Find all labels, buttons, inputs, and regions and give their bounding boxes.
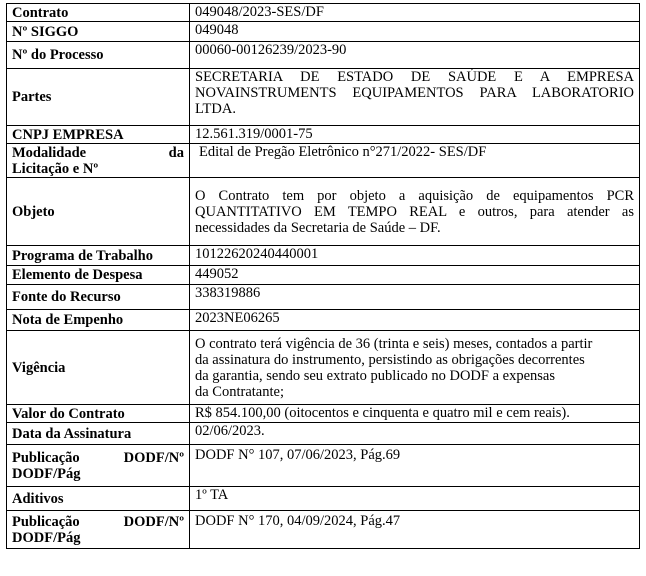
table-row: [7, 285, 640, 310]
row-value: SECRETARIA DE ESTADO DE SAÚDE E A EMPRESA NOVAINSTRUMENTS EQUIPAMENTOS PARA LABORATORIO LTDA.: [190, 69, 640, 126]
table-row: [7, 511, 640, 549]
table-row: [7, 246, 640, 266]
table-row: [7, 266, 640, 285]
contract-table: [6, 3, 640, 549]
row-label: Valor do Contrato: [7, 405, 190, 423]
row-label: Contrato: [7, 4, 190, 22]
row-value: 049048: [190, 22, 640, 42]
table-row: [7, 445, 640, 487]
row-value: 2023NE06265: [190, 310, 640, 331]
label-part: da: [168, 144, 184, 161]
row-value: R$ 854.100,00 (oitocentos e cinquenta e quatro mil e cem reais).: [190, 405, 640, 423]
row-value: 02/06/2023.: [190, 423, 640, 445]
label-part: DODF/Pág: [12, 465, 81, 482]
row-value: O Contrato tem por objeto a aquisição de equipamentos PCR QUANTITATIVO EM TEMPO REAL e outros, para atender as necessidades da Secretaria de Saúde – DF.: [190, 178, 640, 246]
vigencia-line: da garantia, sendo seu extrato publicado no DODF a expensas: [195, 367, 555, 384]
row-label-multiline: [7, 511, 190, 549]
row-value: [190, 331, 640, 405]
row-value: DODF N° 107, 07/06/2023, Pág.69: [190, 445, 640, 487]
table-row: [7, 126, 640, 144]
row-label: Aditivos: [7, 487, 190, 511]
vigencia-line: da Contratante;: [195, 383, 284, 400]
row-label-multiline: [7, 445, 190, 487]
row-label: Programa de Trabalho: [7, 246, 190, 266]
row-label: Vigência: [7, 331, 190, 405]
label-part: Licitação e Nº: [12, 160, 99, 177]
row-label: Nº do Processo: [7, 42, 190, 69]
table-row: [7, 69, 640, 126]
row-label: Objeto: [7, 178, 190, 246]
row-label: Fonte do Recurso: [7, 285, 190, 310]
row-label: Nº SIGGO: [7, 22, 190, 42]
vigencia-line: O contrato terá vigência de 36 (trinta e seis) meses, contados a partir: [195, 335, 593, 352]
table-row: [7, 4, 640, 22]
row-value: 12.561.319/0001-75: [190, 126, 640, 144]
label-part: DODF/Pág: [12, 529, 81, 546]
table-row: [7, 331, 640, 405]
label-part: Modalidade: [12, 144, 87, 161]
label-part: DODF/Nº: [123, 449, 184, 466]
row-value: [190, 144, 640, 178]
table-row: [7, 144, 640, 178]
row-value: 449052: [190, 266, 640, 285]
row-label: Partes: [7, 69, 190, 126]
table-row: [7, 178, 640, 246]
table-row: [7, 42, 640, 69]
row-value: 10122620240440001: [190, 246, 640, 266]
row-label: Elemento de Despesa: [7, 266, 190, 285]
table-row: [7, 22, 640, 42]
row-label: Data da Assinatura: [7, 423, 190, 445]
row-value: 00060-00126239/2023-90: [190, 42, 640, 69]
table-row: [7, 423, 640, 445]
table-row: [7, 405, 640, 423]
label-part: Publicação: [12, 449, 80, 466]
row-value: 338319886: [190, 285, 640, 310]
label-part: Publicação: [12, 513, 80, 530]
row-value: 1º TA: [190, 487, 640, 511]
row-value-text: Edital de Pregão Eletrônico n°271/2022- SES/DF: [199, 144, 487, 160]
row-label: Nota de Empenho: [7, 310, 190, 331]
row-value: 049048/2023-SES/DF: [190, 4, 640, 22]
row-value: DODF N° 170, 04/09/2024, Pág.47: [190, 511, 640, 549]
row-label-multiline: [7, 144, 190, 178]
label-part: DODF/Nº: [123, 513, 184, 530]
table-row: [7, 487, 640, 511]
vigencia-line: da assinatura do instrumento, persistindo as obrigações decorrentes: [195, 351, 585, 368]
table-row: [7, 310, 640, 331]
contract-summary: [6, 3, 640, 549]
row-label: CNPJ EMPRESA: [7, 126, 190, 144]
